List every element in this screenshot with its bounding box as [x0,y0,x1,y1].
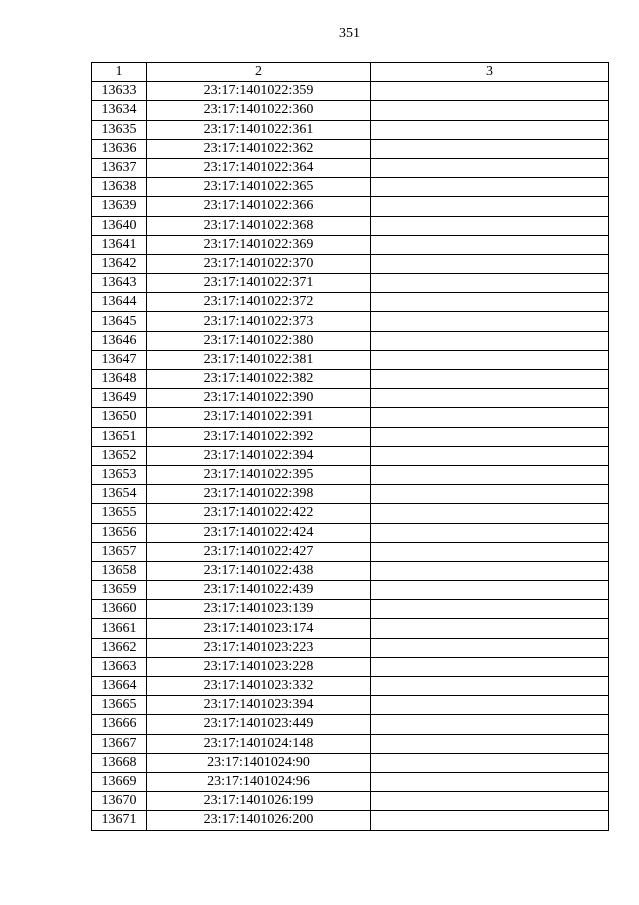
row-number-cell: 13659 [92,581,147,600]
row-number-cell: 13657 [92,542,147,561]
notes-cell [371,158,609,177]
cadastral-number-cell: 23:17:1401023:223 [147,638,371,657]
notes-cell [371,350,609,369]
cadastral-number-cell: 23:17:1401022:380 [147,331,371,350]
table-row [92,178,609,197]
table-row [92,274,609,293]
notes-cell [371,485,609,504]
table-row [92,600,609,619]
notes-cell [371,235,609,254]
header-row [92,63,609,82]
table-row [92,542,609,561]
cadastral-number-cell: 23:17:1401023:139 [147,600,371,619]
cadastral-number-cell: 23:17:1401022:427 [147,542,371,561]
table-row [92,523,609,542]
row-number-cell: 13639 [92,197,147,216]
table-row [92,312,609,331]
table-row [92,389,609,408]
notes-cell [371,619,609,638]
row-number-cell: 13654 [92,485,147,504]
row-number-cell: 13658 [92,561,147,580]
notes-cell [371,312,609,331]
table-row [92,139,609,158]
cadastral-number-cell: 23:17:1401023:394 [147,696,371,715]
table-row [92,504,609,523]
table-row [92,120,609,139]
row-number-cell: 13645 [92,312,147,331]
table-row [92,197,609,216]
table-row [92,638,609,657]
table-row [92,446,609,465]
table-row [92,619,609,638]
notes-cell [371,389,609,408]
cadastral-number-cell: 23:17:1401022:359 [147,82,371,101]
notes-cell [371,772,609,791]
notes-cell [371,600,609,619]
cadastral-number-cell: 23:17:1401022:382 [147,370,371,389]
row-number-cell: 13633 [92,82,147,101]
row-number-cell: 13667 [92,734,147,753]
cadastral-number-cell: 23:17:1401023:174 [147,619,371,638]
notes-cell [371,197,609,216]
row-number-cell: 13662 [92,638,147,657]
page-number: 351 [339,26,360,41]
cadastral-number-cell: 23:17:1401022:439 [147,581,371,600]
notes-cell [371,446,609,465]
row-number-cell: 13635 [92,120,147,139]
notes-cell [371,216,609,235]
table-row [92,254,609,273]
row-number-cell: 13670 [92,792,147,811]
cadastral-number-cell: 23:17:1401022:381 [147,350,371,369]
row-number-cell: 13663 [92,657,147,676]
cadastral-number-cell: 23:17:1401022:391 [147,408,371,427]
cadastral-number-cell: 23:17:1401022:395 [147,465,371,484]
row-number-cell: 13660 [92,600,147,619]
table-row [92,792,609,811]
notes-cell [371,293,609,312]
table-row [92,465,609,484]
table-row [92,350,609,369]
row-number-cell: 13641 [92,235,147,254]
cadastral-number-cell: 23:17:1401022:364 [147,158,371,177]
row-number-cell: 13653 [92,465,147,484]
table-row [92,485,609,504]
column-header-2: 2 [147,63,371,82]
cadastral-number-cell: 23:17:1401023:332 [147,677,371,696]
notes-cell [371,465,609,484]
row-number-cell: 13664 [92,677,147,696]
notes-cell [371,677,609,696]
row-number-cell: 13642 [92,254,147,273]
cadastral-number-cell: 23:17:1401022:370 [147,254,371,273]
notes-cell [371,561,609,580]
table-row [92,811,609,830]
cadastral-number-cell: 23:17:1401024:96 [147,772,371,791]
cadastral-number-cell: 23:17:1401023:228 [147,657,371,676]
row-number-cell: 13649 [92,389,147,408]
notes-cell [371,331,609,350]
row-number-cell: 13636 [92,139,147,158]
column-header-1: 1 [92,63,147,82]
notes-cell [371,274,609,293]
notes-cell [371,254,609,273]
row-number-cell: 13650 [92,408,147,427]
notes-cell [371,734,609,753]
table-row [92,216,609,235]
table-row [92,772,609,791]
row-number-cell: 13640 [92,216,147,235]
cadastral-number-cell: 23:17:1401022:392 [147,427,371,446]
cadastral-number-cell: 23:17:1401026:200 [147,811,371,830]
table-row [92,82,609,101]
cadastral-number-cell: 23:17:1401022:365 [147,178,371,197]
notes-cell [371,427,609,446]
row-number-cell: 13655 [92,504,147,523]
notes-cell [371,139,609,158]
row-number-cell: 13643 [92,274,147,293]
table-row [92,696,609,715]
table-body [92,82,609,830]
notes-cell [371,792,609,811]
cadastral-number-cell: 23:17:1401024:148 [147,734,371,753]
cadastral-number-cell: 23:17:1401022:361 [147,120,371,139]
table-row [92,657,609,676]
notes-cell [371,657,609,676]
cadastral-number-cell: 23:17:1401022:438 [147,561,371,580]
row-number-cell: 13668 [92,753,147,772]
notes-cell [371,696,609,715]
table-row [92,734,609,753]
table-row [92,408,609,427]
cadastral-number-cell: 23:17:1401022:398 [147,485,371,504]
cadastral-number-cell: 23:17:1401022:373 [147,312,371,331]
notes-cell [371,408,609,427]
notes-cell [371,753,609,772]
table-row [92,715,609,734]
row-number-cell: 13665 [92,696,147,715]
cadastral-number-cell: 23:17:1401022:390 [147,389,371,408]
cadastral-number-cell: 23:17:1401022:371 [147,274,371,293]
row-number-cell: 13634 [92,101,147,120]
cadastral-number-cell: 23:17:1401022:368 [147,216,371,235]
notes-cell [371,120,609,139]
table-row [92,581,609,600]
cadastral-number-cell: 23:17:1401022:366 [147,197,371,216]
row-number-cell: 13652 [92,446,147,465]
row-number-cell: 13644 [92,293,147,312]
cadastral-number-cell: 23:17:1401022:360 [147,101,371,120]
cadastral-number-cell: 23:17:1401023:449 [147,715,371,734]
table-row [92,101,609,120]
notes-cell [371,638,609,657]
row-number-cell: 13671 [92,811,147,830]
notes-cell [371,178,609,197]
row-number-cell: 13651 [92,427,147,446]
row-number-cell: 13638 [92,178,147,197]
cadastral-number-cell: 23:17:1401022:422 [147,504,371,523]
cadastral-number-cell: 23:17:1401022:424 [147,523,371,542]
notes-cell [371,811,609,830]
cadastral-number-cell: 23:17:1401022:372 [147,293,371,312]
cadastral-number-cell: 23:17:1401022:362 [147,139,371,158]
cadastral-number-cell: 23:17:1401022:369 [147,235,371,254]
row-number-cell: 13656 [92,523,147,542]
table-row [92,370,609,389]
cadastral-table [91,62,609,831]
table-row [92,331,609,350]
row-number-cell: 13669 [92,772,147,791]
row-number-cell: 13666 [92,715,147,734]
cadastral-number-cell: 23:17:1401022:394 [147,446,371,465]
table-row [92,561,609,580]
notes-cell [371,542,609,561]
row-number-cell: 13661 [92,619,147,638]
notes-cell [371,523,609,542]
table-header [92,63,609,82]
row-number-cell: 13648 [92,370,147,389]
row-number-cell: 13646 [92,331,147,350]
notes-cell [371,370,609,389]
row-number-cell: 13637 [92,158,147,177]
table-row [92,158,609,177]
table-row [92,677,609,696]
table-row [92,293,609,312]
notes-cell [371,82,609,101]
notes-cell [371,715,609,734]
notes-cell [371,101,609,120]
notes-cell [371,581,609,600]
table-row [92,427,609,446]
column-header-3: 3 [371,63,609,82]
notes-cell [371,504,609,523]
table-row [92,753,609,772]
row-number-cell: 13647 [92,350,147,369]
table-row [92,235,609,254]
cadastral-number-cell: 23:17:1401026:199 [147,792,371,811]
cadastral-number-cell: 23:17:1401024:90 [147,753,371,772]
